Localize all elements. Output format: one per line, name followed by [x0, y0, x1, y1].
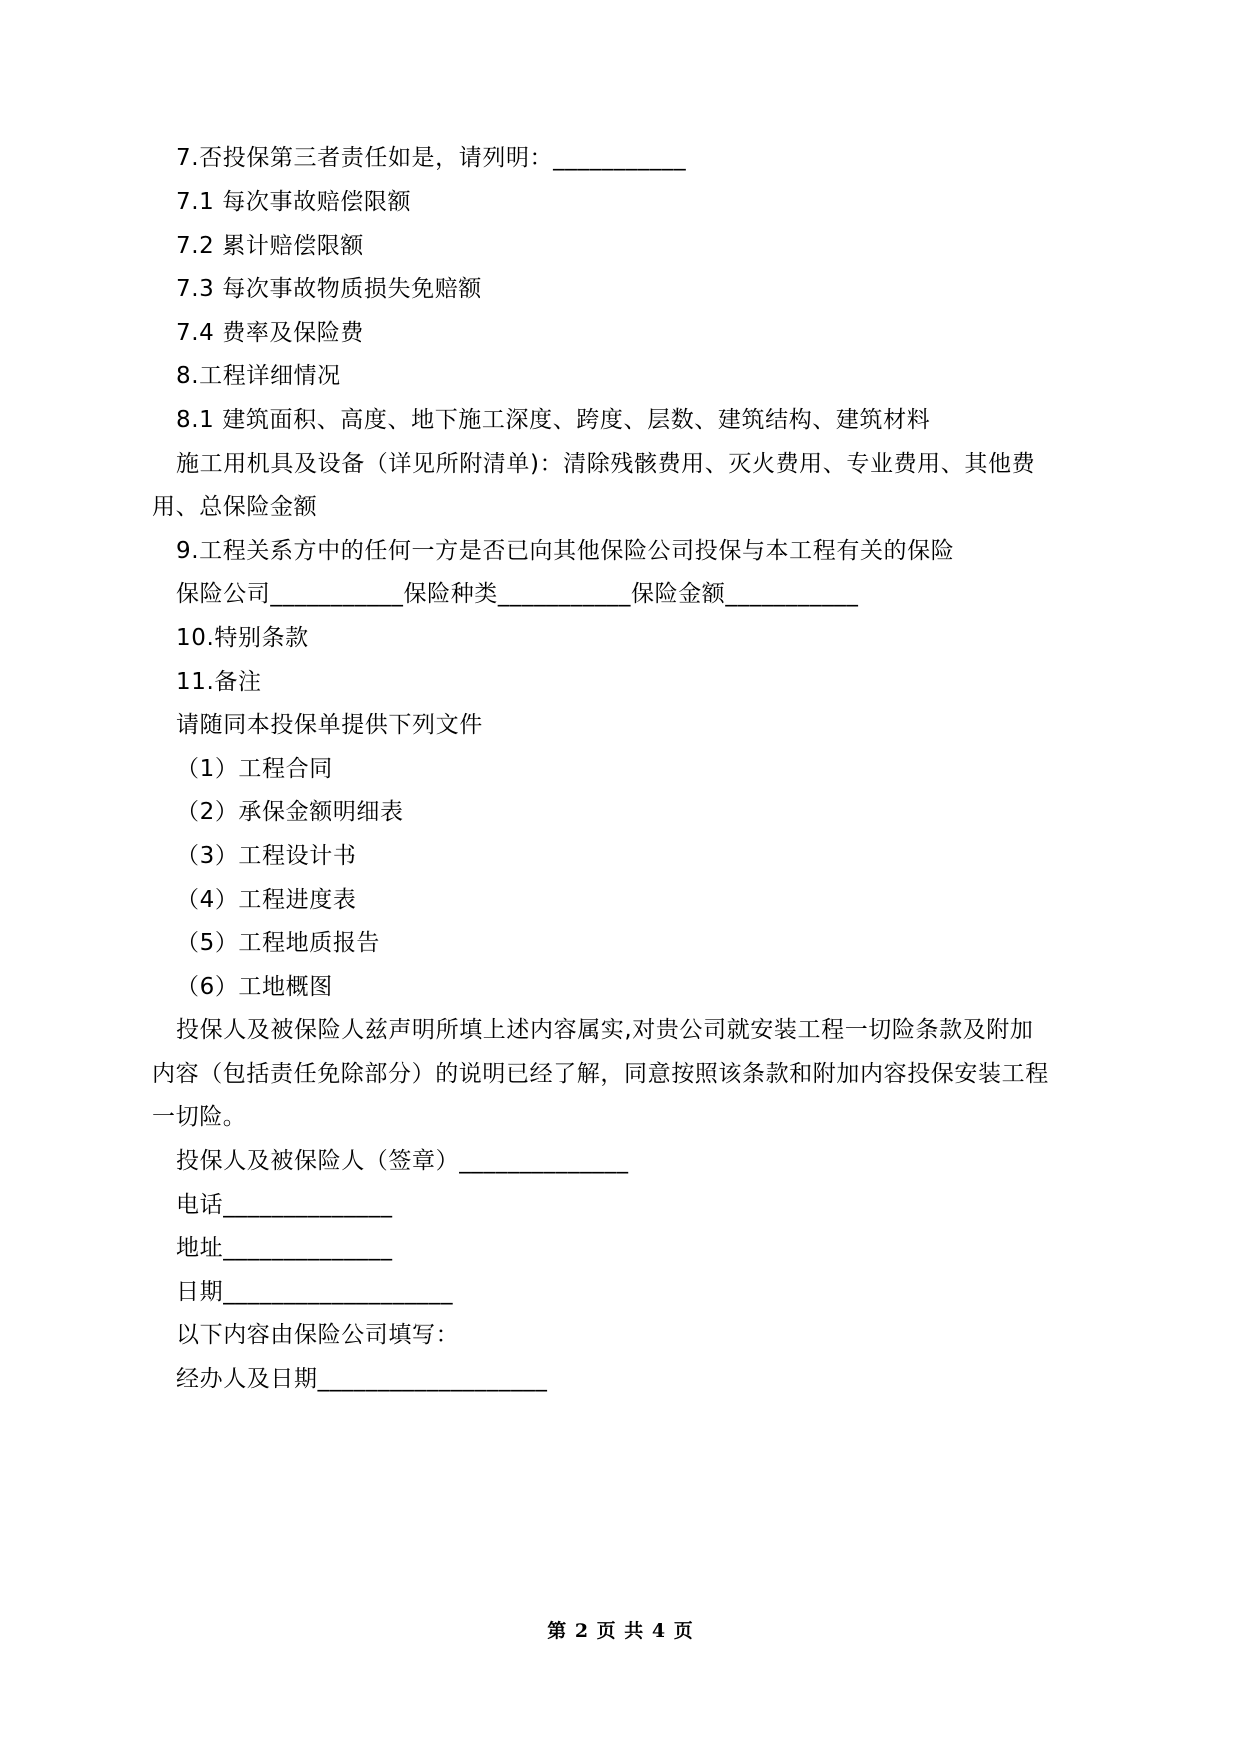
page-number-footer: 第 2 页 共 4 页	[547, 1620, 694, 1642]
handler-and-date-field: 经办人及日期___________________	[176, 1366, 548, 1392]
required-documents-heading: 请随同本投保单提供下列文件	[176, 712, 483, 738]
required-document-6: （6）工地概图	[176, 974, 333, 1000]
item-7-2-aggregate-limit: 7.2 累计赔偿限额	[176, 233, 364, 259]
item-9-other-insurance: 9.工程关系方中的任何一方是否已向其他保险公司投保与本工程有关的保险	[176, 538, 955, 564]
declaration-line-1: 投保人及被保险人兹声明所填上述内容属实,对贵公司就安装工程一切险条款及附加	[176, 1017, 1034, 1043]
item-7-third-party-liability: 7.否投保第三者责任如是，请列明：___________	[176, 145, 687, 171]
equipment-paragraph-line-2: 用、总保险金额	[152, 494, 318, 520]
equipment-paragraph-line-1: 施工用机具及设备（详见所附清单)：清除残骸费用、灭火费用、专业费用、其他费	[176, 451, 1036, 477]
item-8-1-building-specs: 8.1 建筑面积、高度、地下施工深度、跨度、层数、建筑结构、建筑材料	[176, 407, 931, 433]
item-7-4-premium-rate: 7.4 费率及保险费	[176, 320, 364, 346]
item-7-3-deductible: 7.3 每次事故物质损失免赔额	[176, 276, 482, 302]
required-document-4: （4）工程进度表	[176, 887, 357, 913]
item-8-project-details: 8.工程详细情况	[176, 363, 341, 389]
item-7-1-per-accident-limit: 7.1 每次事故赔偿限额	[176, 189, 412, 215]
other-insurance-fields: 保险公司___________保险种类___________保险金额___________	[176, 581, 859, 607]
signature-field: 投保人及被保险人（签章）______________	[176, 1148, 629, 1174]
date-field: 日期___________________	[176, 1279, 454, 1305]
item-11-remarks: 11.备注	[176, 669, 262, 695]
phone-field: 电话______________	[176, 1192, 393, 1218]
item-10-special-terms: 10.特别条款	[176, 625, 309, 651]
required-document-2: （2）承保金额明细表	[176, 799, 404, 825]
required-document-5: （5）工程地质报告	[176, 930, 381, 956]
declaration-line-3: 一切险。	[152, 1104, 247, 1130]
insurer-section-heading: 以下内容由保险公司填写：	[176, 1322, 460, 1348]
declaration-line-2: 内容（包括责任免除部分）的说明已经了解，同意按照该条款和附加内容投保安装工程	[152, 1061, 1049, 1087]
required-document-1: （1）工程合同	[176, 756, 333, 782]
required-document-3: （3）工程设计书	[176, 843, 357, 869]
address-field: 地址______________	[176, 1235, 393, 1261]
